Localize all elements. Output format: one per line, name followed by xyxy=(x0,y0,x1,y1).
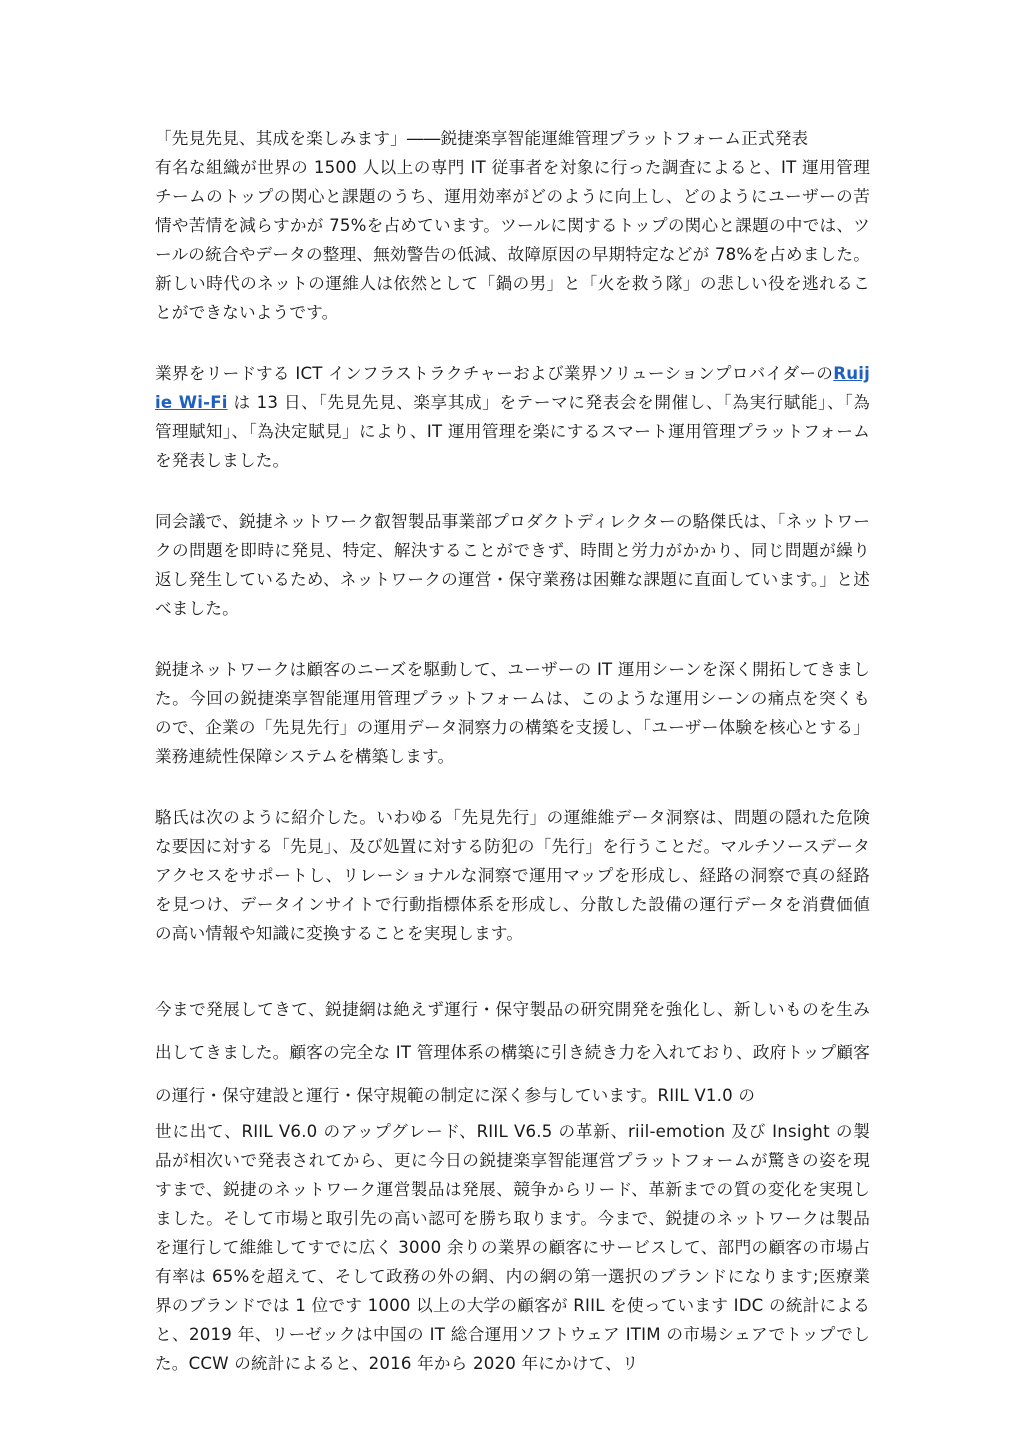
paragraph-spacer xyxy=(155,948,870,988)
article-title: 「先見先見、其成を楽しみます」――鋭捷楽享智能運維管理プラットフォーム正式発表 xyxy=(155,129,809,148)
ruijie-wifi-link[interactable]: Ruijie Wi-Fi xyxy=(155,364,870,412)
paragraph-survey: 有名な組織が世界の 1500 人以上の専門 IT 従事者を対象に行った調査によると、IT 運用管理チームのトップの関心と課題のうち、運用効率がどのように向上し、どのようにユーザーの苦情や苦情を減らすかが 75%を占めています。ツールに関するトップの関心と課題の中では、ツールの統合やデータの整理、無効警告の低減、故障原因の早期特定などが 78%を占めました。新しい時代のネットの運維人は依然として「鍋の男」と「火を救う隊」の悲しい役を逃れることができないようです。 xyxy=(155,158,870,322)
paragraph-spacer xyxy=(155,623,870,655)
paragraph-announcement-rest: は 13 日、「先見先見、楽享其成」をテーマに発表会を開催し、「為実行賦能」、「為管理賦知」、「為決定賦見」により、IT 運用管理を楽にするスマート運用管理プラットフォームを発表しました。 xyxy=(155,393,870,470)
paragraph-conference xyxy=(155,507,870,623)
paragraph-conference-text: 同会議で、鋭捷ネットワーク叡智製品事業部プロダクトディレクターの駱傑氏は、「ネットワークの問題を即時に発見、特定、解決することができず、時間と労力がかかり、同じ問題が繰り返し発生しているため、ネットワークの運営・保守業務は困難な課題に直面しています。」と述べました。 xyxy=(155,512,870,618)
paragraph-history-detail: 世に出て、RIIL V6.0 のアップグレード、RIIL V6.5 の革新、riil-emotion 及び Insight の製品が相次いで発表されてから、更に今日の鋭捷楽享智能運営プラットフォームが驚きの姿を現すまで、鋭捷のネットワーク運営製品は発展、競争からリード、革新までの質の変化を実現しました。そして市場と取引先の高い認可を勝ち取ります。今まで、鋭捷のネットワークは製品を運行して維維してすでに広く 3000 余りの業界の顧客にサービスして、部門の顧客の市場占有率は 65%を超えて、そして政務の外の網、内の網の第一選択のブランドになります;医療業界のブランドでは 1 位です 1000 以上の大学の顧客が RIIL を使っています IDC の統計によると、2019 年、リーゼックは中国の IT 総合運用ソフトウェア ITIM の市場シェアでトップでした。CCW の統計によると、2016 年から 2020 年にかけて、リ xyxy=(155,1122,870,1373)
paragraph-history-intro: 今まで発展してきて、鋭捷網は絶えず運行・保守製品の研究開発を強化し、新しいものを生み出してきました。顧客の完全な IT 管理体系の構築に引き続き力を入れており、政府トップ顧客の運行・保守建設と運行・保守規範の制定に深く参与しています。RIIL V1.0 の xyxy=(155,1000,870,1105)
paragraph-spacer xyxy=(155,327,870,359)
paragraph-spacer xyxy=(155,771,870,803)
paragraph-announcement xyxy=(155,359,870,475)
paragraph-spacer xyxy=(155,475,870,507)
paragraph-insight: 駱氏は次のように紹介した。いわゆる「先見先行」の運維維データ洞察は、問題の隠れた危険な要因に対する「先見」、及び処置に対する防犯の「先行」を行うことだ。マルチソースデータアクセスをサポートし、リレーショナルな洞察で運用マップを形成し、経路の洞察で真の経路を見つけ、データインサイトで行動指標体系を形成し、分散した設備の運行データを消費価値の高い情報や知識に変換することを実現します。 xyxy=(155,808,870,943)
paragraph-announcement-lead: 業界をリードする ICT インフラストラクチャーおよび業界ソリューションプロバイダーの xyxy=(155,364,834,383)
paragraph-customer-needs: 鋭捷ネットワークは顧客のニーズを駆動して、ユーザーの IT 運用シーンを深く開拓してきました。今回の鋭捷楽享智能運用管理プラットフォームは、このような運用シーンの痛点を突くもので、企業の「先見先行」の運用データ洞察力の構築を支援し、「ユーザー体験を核心とする」業務連続性保障システムを構築します。 xyxy=(155,660,870,766)
